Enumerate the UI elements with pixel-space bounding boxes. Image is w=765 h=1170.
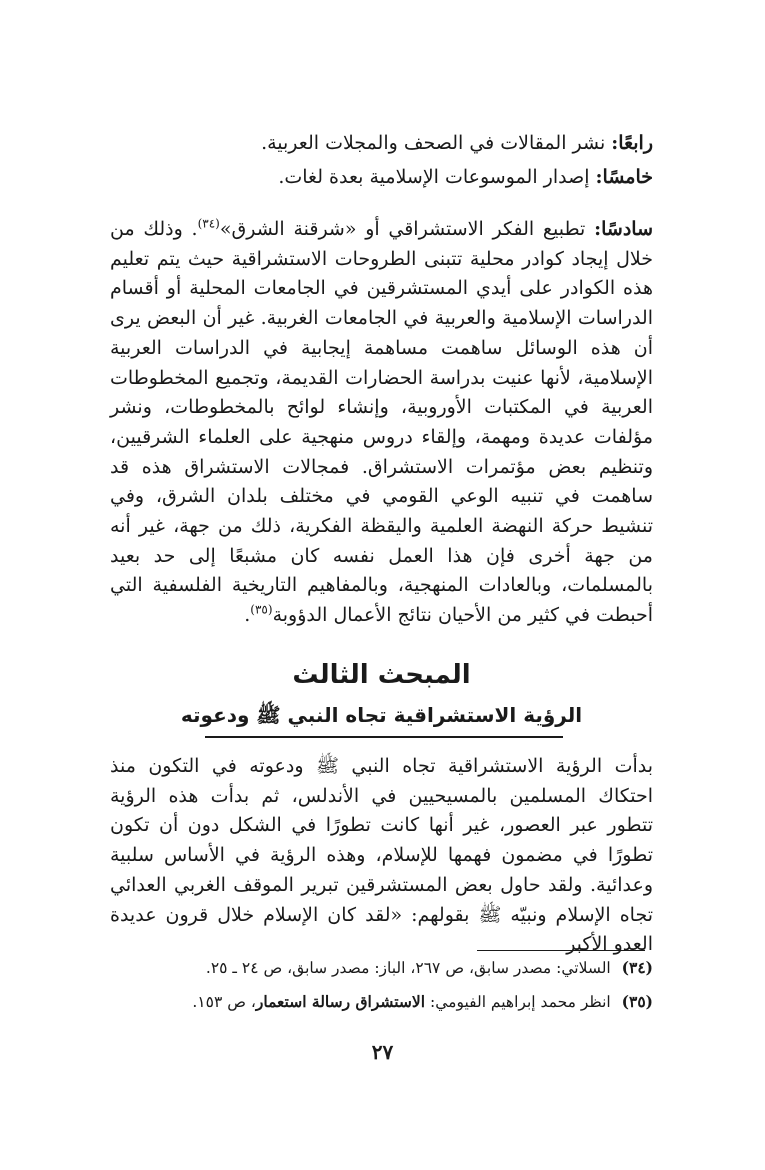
footnote-text: السلاتي: مصدر سابق، ص ٢٦٧، الباز: مصدر سابق، ص ٢٤ ـ ٢٥.: [205, 959, 611, 977]
footnote: [110, 958, 653, 978]
paragraph-text-continued: . وذلك من خلال إيجاد كوادر محلية تتبنى الطروحات الاستشراقية حيث يتم تعليم هذه الكوادر على أيدي المستشرقين في الجامعات المحلية أو أقسام الدراسات الإسلامية والعربية في الجامعات الغربية. غير أن البعض يرى أن هذه الوسائل ساهمت مساهمة إيجابية في الدراسات العربية الإسلامية، لأنها عنيت بدراسة الحضارات القديمة، وتجميع المخطوطات العربية في المكتبات الأوروبية، وإنشاء لوائح بالمخطوطات، ونشر مؤلفات عديدة ومهمة، وإلقاء دروس منهجية على العلماء الشرقيين، وتنظيم بعض مؤتمرات الاستشراق. فمجالات الاستشراق هذه قد ساهمت في تنبيه الوعي القومي في مختلف بلدان الشرق، وفي تنشيط حركة النهضة العلمية واليقظة الفكرية، ذلك من جهة، غير أنه من جهة أخرى فإن هذا العمل نفسه كان مشبعًا إلى حد بعيد بالمسلمات، وبالعادات المنهجية، وبالمفاهيم التاريخية الفلسفية التي أحبطت في كثير من الأحيان نتائج الأعمال الدؤوبة: [110, 218, 653, 627]
footnote-text-end: ، ص ١٥٣.: [192, 993, 256, 1011]
footnote-book-title: الاستشراق رسالة استعمار: [255, 992, 426, 1011]
paragraph-end: .: [244, 604, 251, 627]
section-title: المبحث الثالث: [292, 660, 471, 690]
list-item-text: نشر المقالات في الصحف والمجلات العربية.: [261, 132, 606, 154]
paragraph-lead: سادسًا:: [594, 218, 653, 240]
numbered-list: [110, 128, 653, 196]
footnotes: [110, 958, 653, 1026]
footnote-marker[interactable]: (٣٤): [197, 216, 220, 231]
page-number: ٢٧: [371, 1040, 394, 1064]
paragraph-text: تطبيع الفكر الاستشراقي أو «شرقنة الشرق»: [219, 218, 586, 240]
footnote-number: (٣٥): [621, 992, 653, 1011]
subtitle-underline: [205, 736, 563, 738]
section-paragraph: [110, 752, 653, 960]
footnote: [110, 992, 653, 1012]
list-item-text: إصدار الموسوعات الإسلامية بعدة لغات.: [278, 166, 590, 188]
list-item: [110, 162, 653, 192]
list-item-lead: خامسًا:: [595, 166, 653, 188]
paragraph-sixth-point: [110, 215, 653, 631]
paragraph-text: بدأت الرؤية الاستشراقية تجاه النبي ﷺ ودعوته في التكون منذ احتكاك المسلمين بالمسيحيين في الأندلس، ثم بدأت هذه الرؤية تتطور عبر العصور، غير أنها كانت تطورًا في الشكل دون أن تكون تطورًا في مضمون فهمها للإسلام، وهذه الرؤية في الأساس سلبية وعدائية. ولقد حاول بعض المستشرقين تبرير الموقف الغربي العدائي تجاه الإسلام ونبيّه ﷺ بقولهم: «لقد كان الإسلام خلال قرون عديدة العدو الأكبر: [110, 755, 653, 956]
footnote-marker[interactable]: (٣٥): [250, 602, 273, 617]
footnote-number: (٣٤): [621, 958, 653, 977]
list-item-lead: رابعًا:: [611, 132, 653, 154]
footnote-text: انظر محمد إبراهيم الفيومي:: [430, 993, 611, 1011]
list-item: [110, 128, 653, 158]
section-subtitle: الرؤية الاستشراقية تجاه النبي ﷺ ودعوته: [180, 703, 583, 727]
footnote-divider: [477, 950, 645, 951]
